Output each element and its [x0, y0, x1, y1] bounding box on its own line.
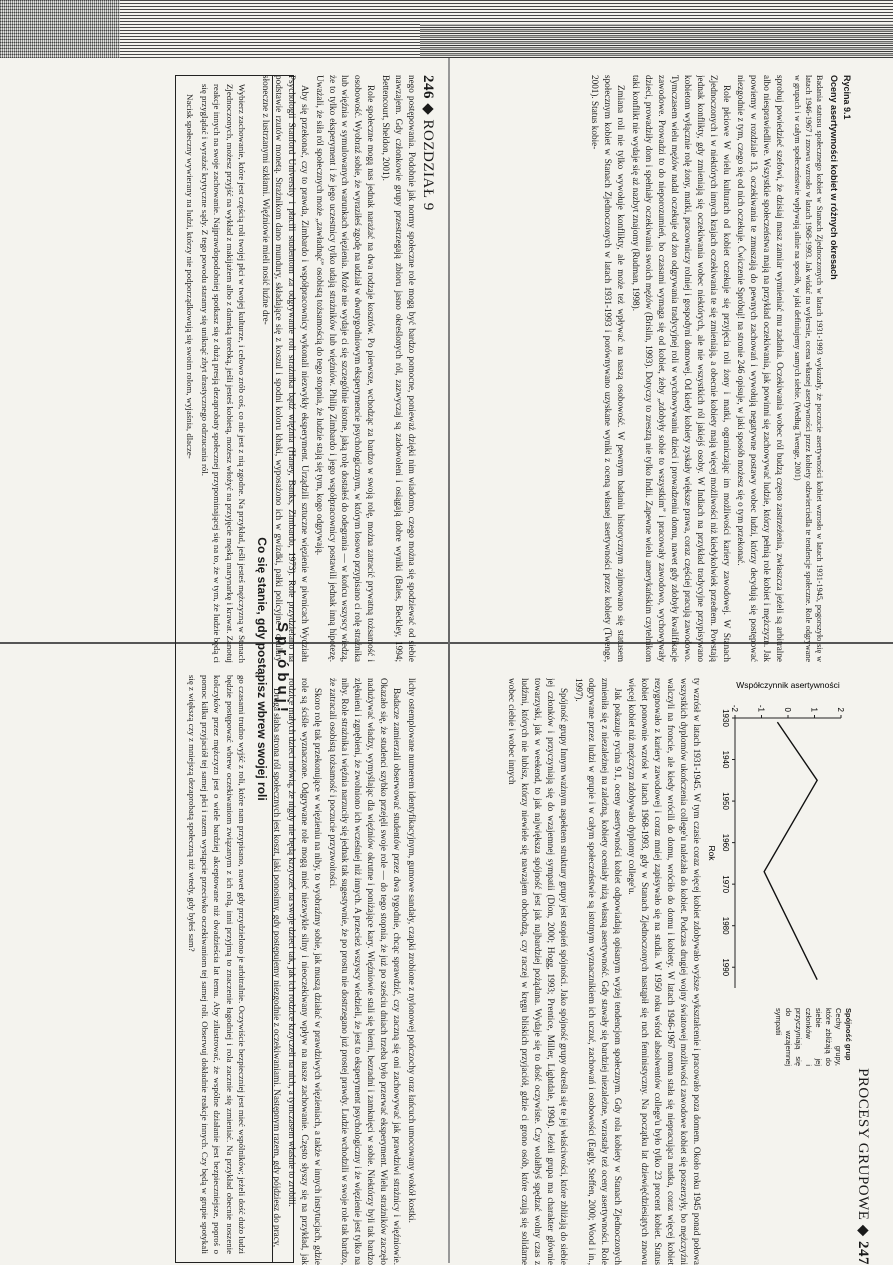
try-it-column-1 [182, 84, 248, 663]
assertiveness-chart [703, 678, 853, 998]
right-running-head [853, 75, 875, 1265]
left-chapter-label: ◆ ROZDZIAŁ 9 [420, 103, 437, 211]
right-page [455, 75, 875, 1265]
left-page-number: 246 [420, 75, 437, 99]
x-tick-label: 1990 [721, 958, 730, 977]
paragraph: Nacisk społeczny wywierany na ludzi, którzy nie podporządkowują się swoim rolom, wyjaśnia, dlacze- [185, 94, 196, 459]
paragraph: Jak pokazuje rycina 9.1, oceny asertywności kobiet odpowiadają opisanym wyżej tendencjom społecznym. Gdy rola kobiety w Stanach Zjednoczonych zmieniła się z niezależnej na zależną, kobiety oceniały niżą własną asertywność. Gdy stawały się bardziej niezależne, wzrastały też oceny asertywności. Role odgrywane przez ludzi w grupie i w całym społeczeństwie są istotnym wyznacznikiem ich uczuć, zachowań i osobowości (Eagly, Steffen, 2000; Wood i in., 1997). [573, 678, 623, 1265]
figure-source: (Według Twenge, 2001) [793, 401, 803, 481]
paragraph: Zmiana roli nie tylko wywołuje konflikty, ale może też wpływać na naszą osobowość. W pewnym badaniu historycznym zajmowano się statusem społecznym kobiet w Stanach Zjednoczonych w latach 1931-1993 i porównywano uzyskane wyniki z oceną własnej asertywności przez kobiety (Twenge, 2001). Status kobie- [590, 75, 627, 662]
figure-label: Rycina 9.1 [842, 75, 852, 120]
right-column-2 [463, 678, 853, 1265]
paragraph: lichy ostemplowane numerem identyfikacyjnym, gumowe sandały, czapki zrobione z nylonowej pończochy oraz łańcuch umocowany wokół kostki. [407, 678, 417, 1223]
paragraph: nego postępowania. Podobnie jak normy społeczne role mogą być bardzo pomocne, ponieważ dzięki nim wiadomo, czego można się spodziewać od siebie nawzajem. Gdy członkowie grupy przestrzegają zbioru jasno określonych ról, zazwyczaj są zadowoleni i osiągają dobre wyniki (Bales, Beckley, 1994; Bettencourt, Sheldon, 2001). [381, 75, 417, 662]
try-it-banner: Spróbuj! [272, 76, 293, 1262]
x-tick-label: 1970 [721, 875, 730, 894]
scan-artifact-left [0, 0, 120, 58]
x-tick-label: 1980 [721, 916, 730, 935]
y-axis-label: Współczynnik asertywności [736, 680, 840, 690]
try-it-box [175, 75, 294, 1263]
try-it-title: Co się stanie, gdy postąpisz wbrew swojej roli [255, 537, 269, 801]
chart-axes [707, 680, 845, 988]
margin-definition-text: Cechy grupy, które zbliżają do siebie jej członków i przyczyniają się do wzajemnej sympatii [774, 1008, 843, 1066]
paragraph: Role płciowe W wielu kulturach od kobiet oczekuje się przyjęcia roli żony i matki, ograniczając im możliwości kariery zawodowej. W Stanach Zjednoczonych i w niektórych innych krajach oczekiwania te się zmieniają, a obecnie kobiety mają więcej możliwości niż kiedykolwiek przedtem. Powstają jednak konflikty, gdy zmieniają się oczekiwania wobec niektórych, ale nie wszystkich ról jakiejś osoby. W Indiach na przykład tradycyjne przypisywano kobietom wyłącznie rolę żony, matki, pracowniczy rolniej i gospodyni domowej. Od kiedy kobiety zyskały większe prawa, coraz częściej pracują zawodowo. Tymczasem wielu mężów nadal oczekuje od żon odgrywania tradycyjnej roli w wychowywaniu dzieci i prowadzeniu domu, nawet gdy zdobyły kwalifikacje zawodowe. Prowadzi to do nieporozumień, bo czasami wymaga się od kobiet, żeby „zdobyły sobie to wszystkim” i pracowały zawodowo, wychowywały dzieci, prowadziły dom i spełniały oczekiwania swoich mężów (Brislin, 1993). Dotyczy to zresztą nie tylko Indii. Zapewne wielu amerykańskim czytelnikom taki konflikt nie wydaje się aż nazbyt znajomy (Rudman, 1998). [631, 75, 732, 662]
paragraph: ty wzrósł w latach 1931-1945. W tym czasie coraz więcej kobiet zdobywało wyższe wykształcenie i pracowało poza domem. Około roku 1945 ponad połowa wszystkich dyplomów ukończenia college'u należała do kobiet. Podczas drugiej wojny światowej możliwości zawodowe kobiet się poszerzyły, bo mężczyźni walczyli na froncie, ale kiedy wrócili do domu, wróciło do domu i kobiety. W latach 1946-1967 norma stała się niepracująca matka, coraz więcej kobiet rezygnowało z kariery zawodowej i coraz mniej zapisywało się na studia. W 1950 roku wśród absolwentów college'u było tylko 23 procent kobiet. Status kobiet ponownie wzrósł w latach 1968-1993, gdy w Stanach Zjednoczonych nastąpił się ruch feministyczny. Na początku lat dziewięćdziesiątych znowu więcej kobiet niż mężczyzn zdobywało dyplomy college'u. [627, 678, 702, 1265]
paragraph: Spójność grupy Innym ważnym aspektem struktury grupy jest stopień spójności. Jako spójność grupy określa się te jej właściwości, które zbliżają do siebie jej członków i przyczyniają się do wzajemnej sympatii (Dion, 2000; Hogg, 1993; Prentice, Miller, Lightdale, 1994). Jeżeli grupa ma charakter głównie towarzyski, jak w weekend, to jak największa spójność jest jak najbardziej pożądana. Wydaje się to dość oczywiste. Czy wolałbyś spędzać wolny czas z ludźmi, których nie lubisz, którzy niewiele się nawzajem obchodzą, czy raczej w kręgu bliskich przyjaciół, gdzie ci grono osób, które czują się solidarne wobec ciebie i wobec innych [507, 678, 569, 1265]
paragraph: Role społeczne mogą nas jednak narażać na dwa rodzaje kosztów. Po pierwsze, wchodząc za bardzo w swoją rolę, można zatracić prywatną tożsamość i osobowość. Wyobraź sobie, że wyraziłeś zgodę na udział w dwutygodniowym eksperymencie psychologicznym, w którym losowo przypisano ci rolę strażnika lub więźnia w symulowanych warunkach więzienia. Może nie wydaje ci się szczególnie istotne, jaką rolę dostałeś do odegrania — w końcu wszyscy wiedzą, że to tylko eksperyment i że jego uczestnicy tylko udają strażników lub więźniów. Philip Zimbardo i jego współpracownicy postawili jednak inną hipotezę. Uważali, że siła ról społecznych może „zawładnąć” osobistą tożsamością do tego stopnia, że ludzie stają się tym, kogo odgrywają. [314, 75, 377, 662]
figure-title: Oceny asertywności kobiet w różnych okresach [829, 75, 840, 280]
left-running-head [418, 75, 440, 1265]
y-tick-label: -2 [730, 704, 739, 712]
figure-caption-text: Badania statusu społecznego kobiet w Stanach Zjednoczonych w latach 1931-1993 wykazały, że poczucie asertywności kobiet wzrosło w latach 1931-1945, pogorszyło się w latach 1946-1967 i znowu wzrosło w latach 1968-1993. Jak widać na wykresie, ocena własnej asertywności przez kobiety odzwierciedla te tendencje społeczne. Role odgrywane w grupach i w całym społeczeństwie wpływają silnie na sposób, w jaki definiujemy samych siebie. [793, 75, 825, 662]
y-tick-label: -1 [756, 704, 766, 712]
paragraph: Wybierz zachowanie, które jest częścią roli twojej płci w twojej kulturze, i celowo zrób coś, co nie jest z nią zgodne. Na przykład, jeśli jesteś mężczyzną w Stanach Zjednoczonych, możesz przyjść na wykład z makijażem albo z damską torebką, jeśli jesteś kobietą, możesz włożyć na przyjęcie męską marynarkę i krawat. Zanotuj reakcje innych na swoje zachowanie. Najprawdopodobniej spotkasz się z dużą presją dezaprobaty społecznej przypominającej się na to, że w tym, że ludzie będą ci się przyglądać i wyrażać krytyczne sądy. Z tego powodu staramy się uniknąć zbyt drastycznego odrzucania ról. [199, 84, 247, 663]
y-tick-label: 2 [836, 707, 845, 712]
chart-marks [764, 722, 817, 980]
margin-definition-title: Spójność grup [844, 1008, 853, 1061]
series-line [764, 722, 817, 980]
x-tick-label: 1960 [721, 833, 730, 852]
paragraph: Druga słaba strona ról społecznych jest koszt, jaki ponosimy, gdy postępujemy niezgodnie z oczekiwaniami. Następnym razem, gdy pójdziesz do pracy, [271, 688, 282, 1248]
book-spine [448, 58, 450, 1263]
scan-artifact-top [0, 0, 893, 58]
figure-caption [792, 75, 825, 662]
x-tick-label: 1950 [721, 792, 730, 810]
paragraph: go czasami trudno wyjść z roli, które nam przypisano, nawet gdy przydzielono je arbitralnie. Oczywiście bezpieczniej jest mieć wspólników; jeżeli dość dużo ludzi będzie postępować wbrew oczekiwaniom związanym z ich rolą, inni przyjmą to znaczenie łagodniej i rola zacznie się zmieniać. Na przykład obecnie noszenie kolczyków przez mężczyzn jest o wiele bardziej akceptowane niż dwadzieścia lat temu. Aby zilustrować, że wspólne działanie jest bezpieczniejsze, poproś o pomoc kilku przyjaciół tej samej płci i razem wystąpcie przeciwko oczekiwaniom tej samej roli. Obserwuj dokładnie reakcje innych. Czy będą w grupie spotykali się z większą czy z mniejszą dezaprobatą społeczną niż wtedy, gdy byłeś sam? [187, 675, 247, 1254]
y-tick-label: 1 [809, 707, 819, 712]
paragraph: Skoro rolę tak przekonujące w więzieniu na niby, to wyobraźmy sobie, jak muszą działać w prawdziwych więzieniach, a także w innych instytucjach, gdzie role są ściśle wyznaczone. Odgrywane role mogą mieć niezwykle silny i nieoczekiwany wpływ na nasze zachowanie. Często słyszy się na przykład, jak rodzice małych dzieci mówią, że nigdy nie będą krzyczeć na swoje dzieci tak, jak ich rodzice krzyczeli na nich, a tymczasem właśnie to zrobili. [286, 678, 323, 1265]
right-chapter-label: PROCESY GRUPOWE [855, 1068, 872, 1221]
paragraph: Badacze zamierzali obserwować studentów przez dwa tygodnie, chcąc sprawdzić, czy zaczną się oni zachowywać jak prawdziwi strażnicy i więźniowie. Okazało się, że studenci szybko przejęli swoje role — do tego stopnia, że już po sześciu dniach trzeba było przerwać eksperyment. Wielu strażników zaczęło nadużywać władzy, wymyślając dla więźniów okrutne i poniżające kary. Więźniowie stali się bierni, bezradni i zamknięci w sobie. Niektórzy byli tak bardzo zlęknieni i zgnębieni, że zwolniono ich wcześniej niż innych. A przecież wszyscy wiedzieli, że jest to eksperyment psychologiczny i że więzienie jest tylko na niby. Role strażnika i więźnia narzuciły się jednak tak sugestywnie, że po prostu nie dostrzegano już prostej prawdy. Ludzie wchodzili w swoje role tak bardzo, że zatracali osobistą tożsamość i poczucie przyzwoitości. [327, 678, 403, 1265]
right-page-number: ◆ 247 [855, 1224, 872, 1265]
paragraph: Aby się przekonać, czy to prawda, Zimbardo i współpracownicy wykonali niezwykły eksperyment. Urządzili sztuczne więzienie w piwnicach Wydziału Psychologii Stanford University i płacili studentom za odgrywanie roli strażnika bądź więźnia (Haney, Banks, Zimbardo, 1973). Role przydzielano na podstawie rzutów monetą. Strażnikom dano mundury, składające się z koszul i spodni koloru khaki, wyposażono ich w gwizdki, pałki policyjne i okulary słoneczne z lustrzanymi szkłami. Więźniowie mieli nosić luźne dre- [261, 75, 310, 662]
paragraph: sprobuj powiedzieć szefowi, że dzisiaj masz zamiar wymieniać mu zadania. Oczekiwania wobec ról budzą często zastrzeżenia, zwłaszcza jeżeli są arbitralne albo niesprawiedliwe. Wszystkie społeczeństwa mają na przykład oczekiwania, jak powinni się zachowywać ludzie, którzy pełnią role kobiet i mężczyzn. Jak powiemy w rozdziale 13, oczekiwania te zmuszają do pewnych zachowań i wywołują negatywne postawy wobec ludzi, którzy decydują się postępować niezgodnie z tym, czego się od nich oczekuje. Ćwiczenie Spróbuj! na stronie 246 opisuje, w jaki sposób możesz się o tym przekonać. [736, 75, 786, 662]
margin-definition [703, 1008, 853, 1066]
scan-artifact-right [420, 24, 893, 58]
x-axis-label: Rok [707, 845, 717, 861]
try-it-box-wrapper [0, 75, 300, 1265]
y-tick-label: 0 [783, 707, 792, 712]
x-tick-label: 1930 [721, 709, 730, 727]
try-it-column-2 [182, 675, 248, 1254]
x-tick-label: 1940 [721, 750, 730, 769]
right-column-1 [463, 75, 853, 662]
